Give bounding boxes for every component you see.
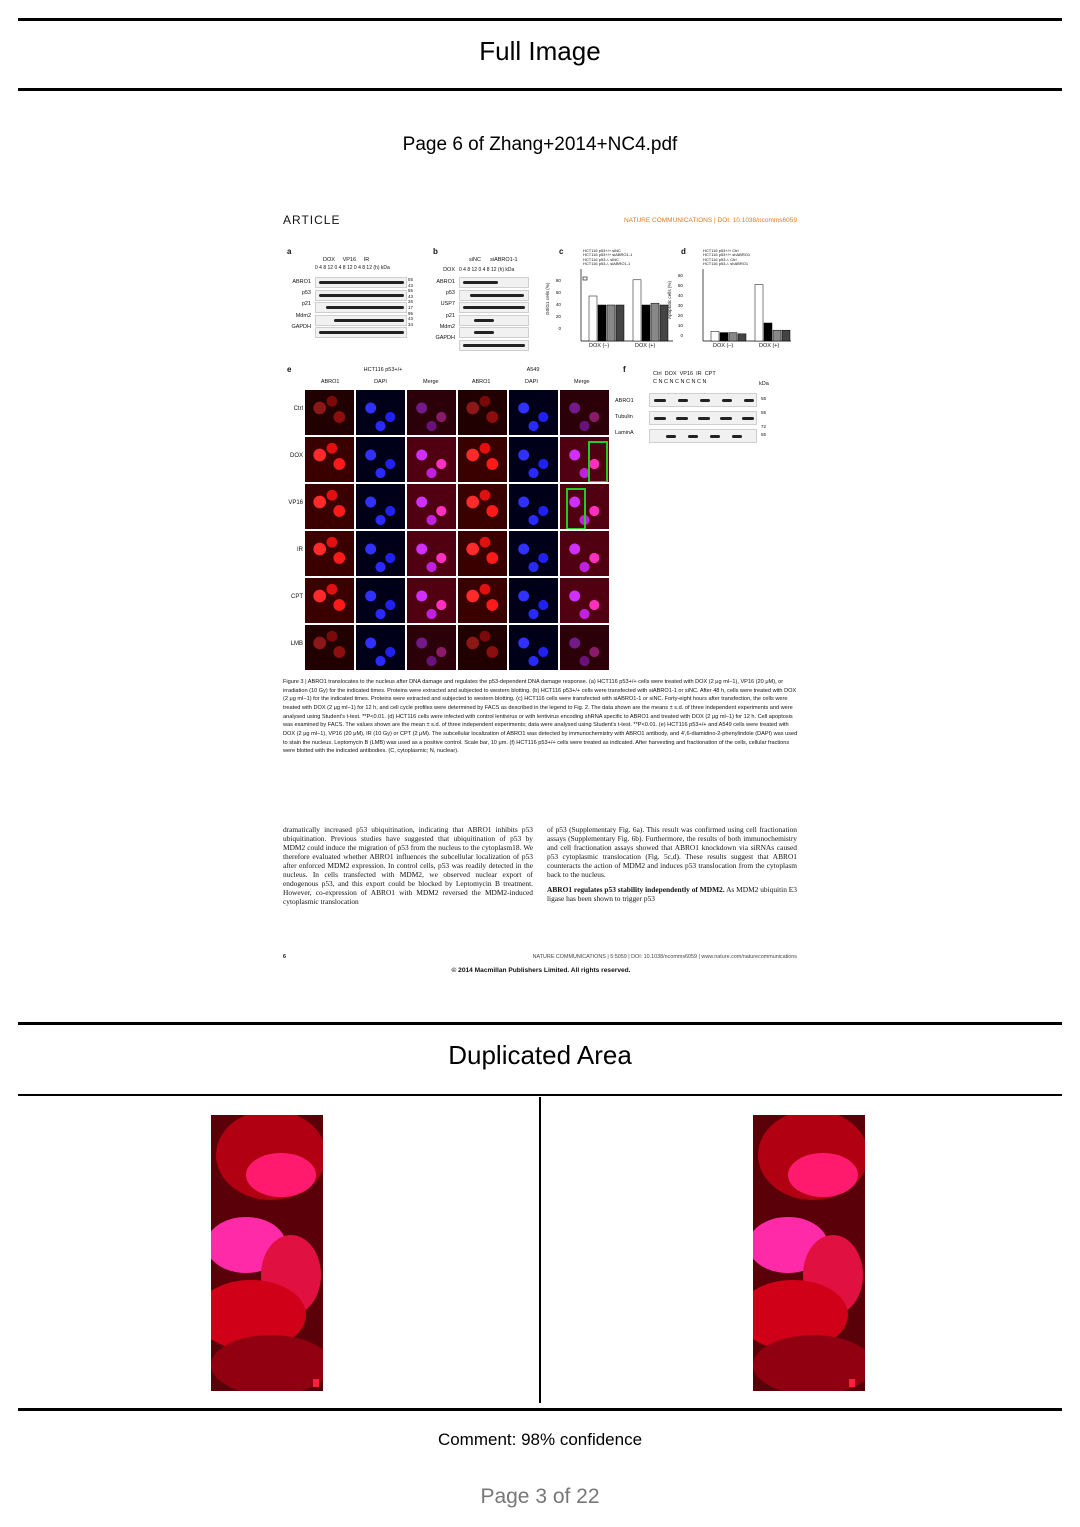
micrograph xyxy=(560,531,609,576)
panel-b-letter: b xyxy=(433,247,438,256)
micrograph xyxy=(560,625,609,670)
journal-doi: NATURE COMMUNICATIONS | DOI: 10.1038/ncomms6059 xyxy=(623,217,797,224)
micrograph xyxy=(305,625,354,670)
chart-bar xyxy=(607,305,615,341)
micrograph xyxy=(458,531,507,576)
page-indicator: Page 3 of 22 xyxy=(480,1485,600,1508)
figure-caption: Figure 3 | ABRO1 translocates to the nucleus after DNA damage and regulates the p53-dependent DNA damage response. (a) HCT116 p53+/+ cells were treated with DOX (2 μg ml−1), VP16 (20 μM), or irradiation (10 Gy) for the indicated times. Proteins were extracted and subjected to western blotting. (b) HCT116 p53+/+ cells were transfected with siABRO1-1 or siNC. After 48 h, cells were treated with DOX (2 μg ml−1) for the indicated times. Proteins were extracted and subjected to western blotting. (c) HCT116 cells were transfected with siABRO1-1 or siNC. Forty-eight hours after transfection, the cells were treated with DOX (2 μg ml−1) for 12 h, and cell cycle profiles were determined by FACS as described in the legend to Fig. 2. The data shown are the means ± s.d. of three independent experiments and were analysed using Student's t-test. **P<0.01. (d) HCT116 cells were infected with control lentivirus or with lentivirus encoding shRNA specific to ABRO1 and treated with DOX (2 μg ml−1) for 12 h. Cell apoptosis was examined by FACS. The values shown are the mean ± s.d. of three independent experiments; data were analysed using Student's t-test. **P<0.01. (e) HCT116 p53+/+ and A549 cells were treated with DOX (2 μg ml−1), VP16 (20 μM), IR (10 Gy) or CPT (2 μM). The subcellular localization of ABRO1 was detected by immunochemistry with ABRO1 antibody, and 4′,6-diamidino-2-phenylindole (DAPI) was used to stain the nucleus. Leptomycin B (LMB) was used as a positive control. Scale bar, 10 μm. (f) HCT116 p53+/+ cells were treated as indicated. After harvesting and fractionation of the cells, cellular fractions were blotted with the indicated antibodies. (C, cytoplasmic; N, nuclear). xyxy=(283,679,798,755)
panel-e-cellline-1: HCT116 p53+/+ xyxy=(363,367,403,373)
panel-e-row-vp16: VP16 xyxy=(288,500,303,506)
chart-bar xyxy=(616,305,624,341)
micrograph xyxy=(458,625,507,670)
panel-e-row-dox: DOX xyxy=(289,453,303,459)
panel-f-fractions: C N C N C N C N C N xyxy=(653,379,707,385)
micrograph xyxy=(356,531,405,576)
micrograph xyxy=(560,578,609,623)
micrograph xyxy=(305,578,354,623)
chart-bar xyxy=(755,285,763,341)
micrograph xyxy=(458,437,507,482)
top-rule xyxy=(18,18,1062,21)
panel-c-yticks: 80 60 40 20 0 xyxy=(555,278,561,331)
panel-f-kda: 55 55 72 55 xyxy=(761,396,767,437)
panel-a-kda: 55 43 55 43 26 17 95 43 34 xyxy=(408,277,413,327)
chart-bar xyxy=(729,333,737,341)
article-page xyxy=(283,205,799,975)
chart-bar xyxy=(598,305,606,341)
panel-d-legend: HCT116 p53+/+ Ctrl HCT116 p53+/+ shABRO1 HCT116 p53-/- Ctrl HCT116 p53-/- shABRO1 xyxy=(703,248,751,267)
panel-c-ylabel: G0/G1 cells (%) xyxy=(545,282,550,315)
panel-f-letter: f xyxy=(623,365,626,374)
panel-a-treatments: DOX VP16 IR xyxy=(323,257,370,263)
article-section-label: ARTICLE xyxy=(283,213,341,227)
panel-b-groups: siNC siABRO1-1 xyxy=(469,257,518,263)
duplicated-crop-image xyxy=(753,1115,865,1391)
dup-header-bottom-rule xyxy=(18,1094,1062,1096)
panel-a-letter: a xyxy=(287,247,292,256)
micrograph xyxy=(356,625,405,670)
panel-f-row-labels: ABRO1 Tubulin LaminA xyxy=(615,398,634,436)
micrograph xyxy=(356,390,405,435)
duplicated-crop-right xyxy=(753,1115,865,1391)
micrograph xyxy=(509,484,558,529)
panel-b-dox-label: DOX xyxy=(443,267,455,273)
micrograph-highlighted xyxy=(560,484,609,529)
panel-e-letter: e xyxy=(287,365,292,374)
micrograph xyxy=(407,437,456,482)
panel-b-blot xyxy=(459,277,529,352)
panel-a-row-labels: ABRO1 p53 p21 Mdm2 GAPDH xyxy=(291,279,311,330)
micrograph xyxy=(407,390,456,435)
panel-d-x1: DOX (+) xyxy=(759,343,780,349)
micrograph xyxy=(509,437,558,482)
micrograph xyxy=(356,578,405,623)
chart-bar xyxy=(738,334,746,341)
chart-bar xyxy=(782,330,790,341)
panel-f-kda-label: kDa xyxy=(759,381,769,387)
panel-d-yticks: 60 50 40 30 20 10 0 xyxy=(677,273,683,338)
micrograph xyxy=(458,484,507,529)
micrograph xyxy=(407,484,456,529)
panel-f-blot xyxy=(649,393,757,445)
panel-d-ylabel: Apoptotic cells (%) xyxy=(667,280,672,319)
micrograph xyxy=(356,437,405,482)
panel-e-column-headers: ABRO1 DAPI Merge ABRO1 DAPI Merge xyxy=(320,379,590,385)
panel-a-blot xyxy=(315,277,407,340)
micrograph xyxy=(509,578,558,623)
chart-bar xyxy=(773,330,781,341)
panel-e-micrograph-grid xyxy=(305,390,609,670)
micrograph xyxy=(509,390,558,435)
article-footer: 6 NATURE COMMUNICATIONS | 5:5059 | DOI: 10.1038/ncomms6059 | www.nature.com/naturecommunications xyxy=(283,954,797,960)
micrograph xyxy=(458,390,507,435)
micrograph xyxy=(407,578,456,623)
micrograph xyxy=(560,390,609,435)
chart-bar xyxy=(642,305,650,341)
panel-e-cellline-2: A549 xyxy=(526,367,540,373)
body-column-right: of p53 (Supplementary Fig. 6a). This result was confirmed using cell fractionation assays (Supplementary Fig. 6b). Furthermore, the results of both immunochemistry and cell fractionation assays showed that ABRO1 knockdown via siRNAs caused p53 cytoplasmic translocation (Fig. 5c,d). These results suggest that ABRO1 counteracts the action of MDM2 and induces p53 translocation from the cytoplasm back to the nucleus. ABRO1 regulates p53 stability independently of MDM2. As MDM2 ubiquitin E3 ligase has been shown to trigger p53 xyxy=(547,825,797,904)
comment-text: Comment: 98% confidence xyxy=(437,1430,643,1449)
chart-bar xyxy=(589,296,597,341)
article-copyright: © 2014 Macmillan Publishers Limited. All rights reserved. xyxy=(451,967,631,974)
chart-bar xyxy=(651,303,659,341)
micrograph xyxy=(407,531,456,576)
header-bottom-rule xyxy=(18,88,1062,91)
chart-bar xyxy=(720,333,728,341)
micrograph xyxy=(458,578,507,623)
micrograph xyxy=(509,625,558,670)
chart-bar xyxy=(633,280,641,341)
panel-d-letter: d xyxy=(681,247,686,256)
chart-bar xyxy=(764,323,772,341)
duplicated-area-title: Duplicated Area xyxy=(448,1040,632,1070)
panel-b-row-labels: ABRO1 p53 USP7 p21 Mdm2 GAPDH xyxy=(435,279,455,342)
chart-bar xyxy=(711,331,719,341)
panel-e-row-lmb: LMB xyxy=(290,641,303,647)
micrograph xyxy=(305,390,354,435)
panel-c-letter: c xyxy=(559,247,564,256)
body-column-left: dramatically increased p53 ubiquitination, indicating that ABRO1 inhibits p53 ubiquitination. Previous studies have suggested that ubiquitination of p53 by MDM2 could induce the migration of p53 from the nucleus to the cytoplasm18. We therefore evaluated whether ABRO1 influences the subcellular localization of p53 after enforced MDM2 expression. In control cells, p53 was readily detected in the nucleus. In cells transfected with MDM2, we observed nuclear export of endogenous p53, and this export could be blocked by Leptomycin B treatment. However, co-expression of ABRO1 with MDM2 reversed the MDM2-induced cytoplasmic translocation xyxy=(283,825,533,907)
micrograph xyxy=(356,484,405,529)
panel-e-row-ctrl: Ctrl xyxy=(293,406,303,412)
micrograph-highlighted xyxy=(560,437,609,482)
panel-c-legend: HCT116 p53+/+ siNC HCT116 p53+/+ siABRO1-1 HCT116 p53-/- siNC HCT116 p53-/- siABRO1-1 xyxy=(583,248,633,267)
dup-bottom-rule xyxy=(18,1408,1062,1411)
duplicated-crop-left xyxy=(211,1115,323,1391)
dup-top-rule xyxy=(18,1022,1062,1025)
panel-d-x0: DOX (–) xyxy=(713,343,734,349)
panel-f-treatments: Ctrl DOX VP16 IR CPT xyxy=(653,371,716,377)
duplicated-crop-image xyxy=(211,1115,323,1391)
panel-a-times: 0 4 8 12 0 4 8 12 0 4 8 12 (h) kDa xyxy=(315,265,390,271)
panel-e-row-cpt: CPT xyxy=(291,594,303,600)
micrograph xyxy=(305,437,354,482)
micrograph xyxy=(407,625,456,670)
page-reference: Page 6 of Zhang+2014+NC4.pdf xyxy=(402,134,678,155)
panel-c-x1: DOX (+) xyxy=(635,343,656,349)
duplicated-divider xyxy=(539,1097,541,1403)
full-image-title: Full Image xyxy=(479,36,601,66)
micrograph xyxy=(305,531,354,576)
micrograph xyxy=(305,484,354,529)
micrograph xyxy=(509,531,558,576)
panel-c-x0: DOX (–) xyxy=(589,343,610,349)
panel-b-times: 0 4 8 12 0 4 8 12 (h) kDa xyxy=(459,267,515,273)
panel-e-row-ir: IR xyxy=(297,547,303,553)
